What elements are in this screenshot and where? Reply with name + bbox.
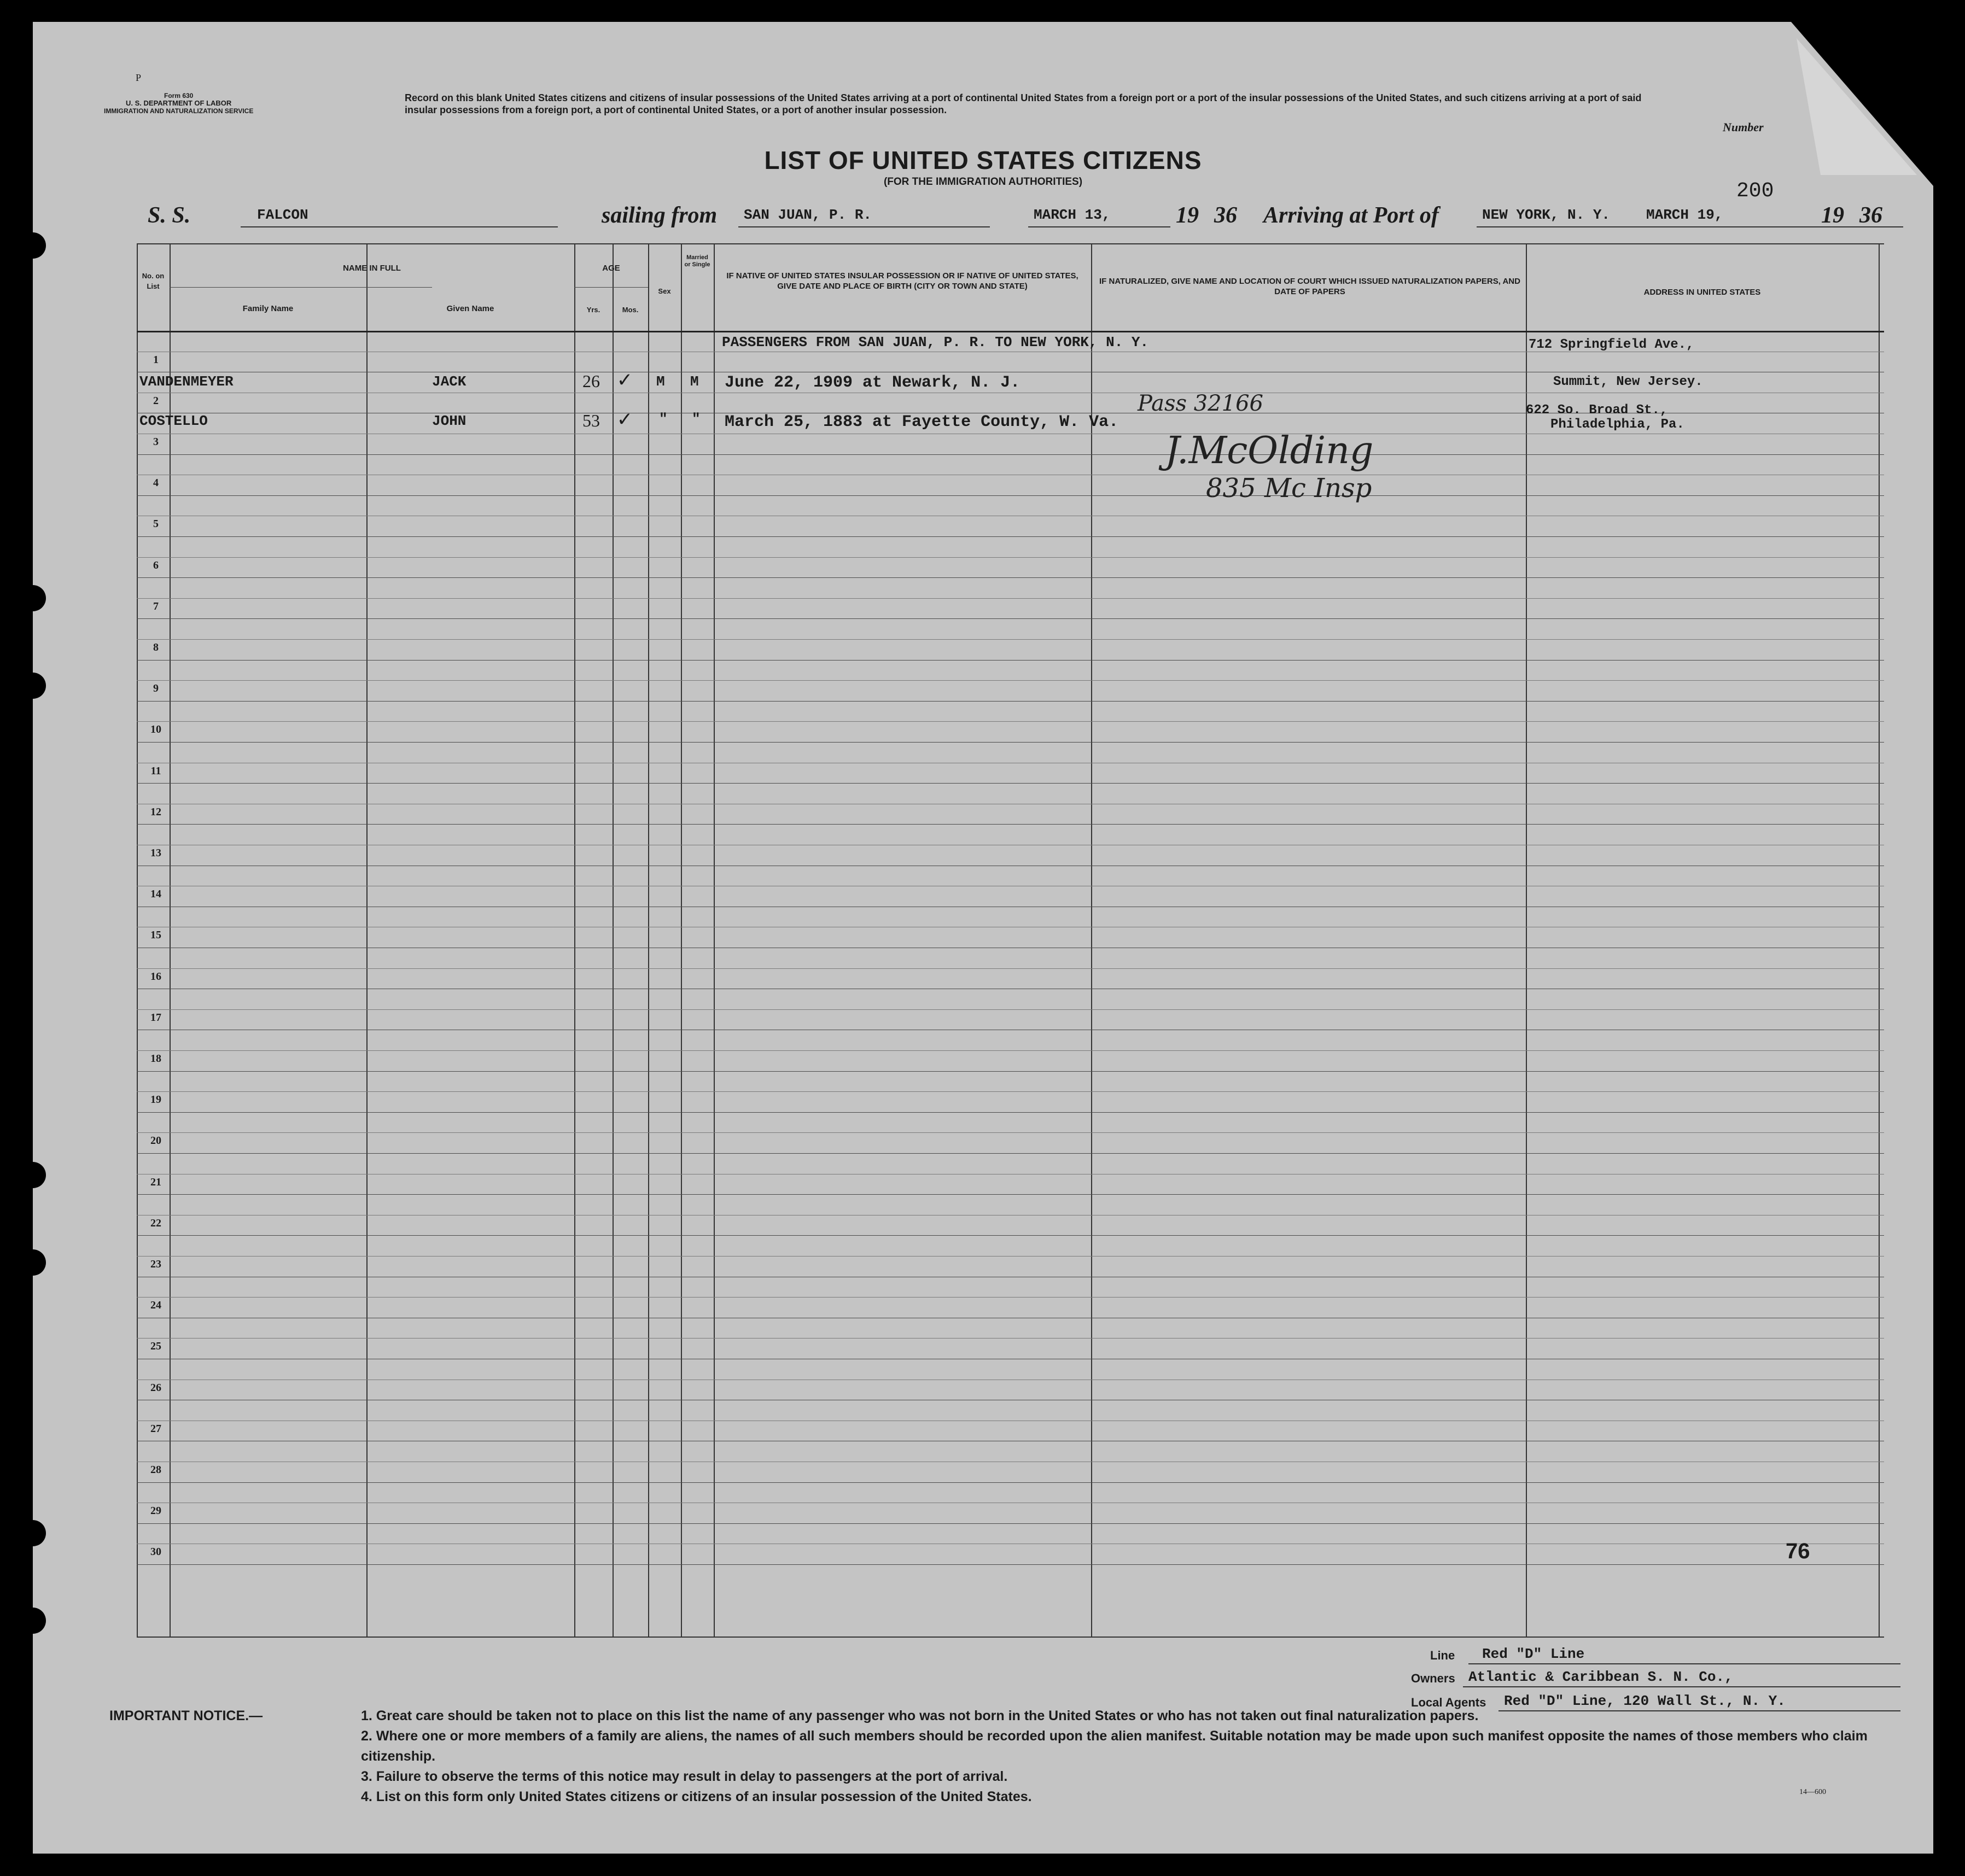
- row-number: 23: [150, 1258, 161, 1270]
- notice-item-4: 4. List on this form only United States citizens or citizens of an insular possession of the United States.: [361, 1789, 1032, 1804]
- row-separator: [137, 454, 1884, 455]
- notice-item-1: 1. Great care should be taken not to place on this list the name of any passenger who was not born in the United States or who has not taken out final naturalization papers.: [361, 1708, 1479, 1723]
- row-number: 4: [153, 477, 159, 489]
- age-years-1: 26: [582, 371, 600, 391]
- given-name-1: JACK: [432, 373, 467, 390]
- row-separator: [137, 701, 1884, 702]
- agency-name: U. S. DEPARTMENT OF LABOR: [126, 99, 232, 107]
- binder-hole: [33, 1162, 46, 1188]
- row-number: 26: [150, 1381, 161, 1394]
- header-family-name: Family Name: [242, 304, 294, 313]
- ruled-line: [137, 1091, 1884, 1092]
- arrival-date: MARCH 19,: [1646, 207, 1723, 223]
- row-separator: [137, 1564, 1884, 1565]
- row-separator: [137, 536, 1884, 537]
- agents-value: Red "D" Line, 120 Wall St., N. Y.: [1504, 1693, 1786, 1709]
- page-stamp: 76: [1786, 1539, 1810, 1563]
- notice-heading: IMPORTANT NOTICE.—: [109, 1708, 263, 1723]
- header-years: Yrs.: [586, 306, 600, 314]
- married-2: ": [692, 411, 701, 427]
- header-name-in-full: NAME IN FULL: [343, 264, 401, 273]
- header-sex: Sex: [658, 287, 671, 295]
- header-given-name: Given Name: [446, 304, 494, 313]
- given-name-2: JOHN: [432, 413, 467, 429]
- ruled-line: [137, 680, 1884, 681]
- owners-value: Atlantic & Caribbean S. N. Co.,: [1468, 1669, 1733, 1685]
- row-number: 8: [153, 641, 159, 653]
- sex-2: ": [659, 411, 668, 427]
- arrival-port: NEW YORK, N. Y.: [1482, 207, 1611, 223]
- row-number: 10: [150, 723, 161, 736]
- row-number: 27: [150, 1422, 161, 1435]
- address-line2-1: Summit, New Jersey.: [1553, 375, 1703, 389]
- notice-item-3: 3. Failure to observe the terms of this notice may result in delay to passengers at the port of arrival.: [361, 1769, 1008, 1784]
- row-number: 1: [153, 353, 159, 366]
- row-number: 28: [150, 1464, 161, 1476]
- binder-hole: [33, 673, 46, 699]
- family-name-1: VANDENMEYER: [139, 373, 234, 390]
- binder-hole: [33, 232, 46, 259]
- ruled-line: [137, 721, 1884, 722]
- binder-hole: [33, 585, 46, 611]
- header-no-on-list: No. on List: [142, 272, 165, 290]
- ship-name: FALCON: [257, 207, 308, 223]
- form-identifier: [104, 92, 253, 115]
- row-number: 7: [153, 600, 159, 612]
- row-number: 15: [150, 929, 161, 942]
- row-number: 22: [150, 1217, 161, 1229]
- row-number: 14: [150, 888, 161, 901]
- voyage-line: [148, 202, 1914, 230]
- arrival-year-prefix: 19: [1821, 203, 1844, 228]
- row-number: 2: [153, 394, 159, 407]
- row-number: 17: [150, 1011, 161, 1024]
- checkmark-1: ✓: [618, 369, 632, 394]
- ruled-line: [137, 639, 1884, 640]
- line-value: Red "D" Line: [1482, 1646, 1585, 1662]
- sailing-label: sailing from: [602, 203, 718, 228]
- ruled-line: [137, 1050, 1884, 1051]
- row-separator: [137, 1071, 1884, 1072]
- row-number: 29: [150, 1505, 161, 1517]
- binder-hole: [33, 1249, 46, 1276]
- ruled-line: [137, 1009, 1884, 1010]
- row-number: 5: [153, 518, 159, 530]
- row-number: 9: [153, 682, 159, 695]
- form-number: Form 630: [164, 92, 194, 100]
- row-separator: [137, 742, 1884, 743]
- row-separator: [137, 618, 1884, 619]
- service-name: IMMIGRATION AND NATURALIZATION SERVICE: [104, 107, 254, 115]
- row-number: 18: [150, 1053, 161, 1065]
- row-number: 11: [150, 764, 161, 777]
- row-separator: [137, 1523, 1884, 1524]
- passengers-note: PASSENGERS FROM SAN JUAN, P. R. TO NEW YORK, N. Y.: [722, 334, 1149, 350]
- row-number: 20: [150, 1135, 161, 1147]
- ruled-line: [137, 557, 1884, 558]
- binder-hole: [33, 1608, 46, 1634]
- row-separator: [137, 577, 1884, 578]
- row-number: 19: [150, 1094, 161, 1106]
- address-line2-2: Philadelphia, Pa.: [1550, 417, 1684, 432]
- header-birth: IF NATIVE OF UNITED STATES INSULAR POSSESSION OR IF NATIVE OF UNITED STATES, GIVE DATE AND PLACE OF BIRTH (CITY OR TOWN AND STATE): [726, 271, 1078, 291]
- header-naturalized: IF NATURALIZED, GIVE NAME AND LOCATION OF COURT WHICH ISSUED NATURALIZATION PAPERS, AND DATE OF PAPERS: [1099, 277, 1520, 296]
- ruled-line: [137, 1132, 1884, 1133]
- manifest-page: [33, 22, 1933, 1854]
- row-separator: [137, 824, 1884, 825]
- departure-date: MARCH 13,: [1034, 207, 1111, 223]
- ruled-line: [137, 1338, 1884, 1339]
- row-separator: [137, 495, 1884, 496]
- form-instructions: Record on this blank United States citizens and citizens of insular possessions of the United States arriving at a port of continental United States from a foreign port or a port of the insular possessions of the United States, and such citizens arriving at a port of said insular possessions from a foreign port, a port of continental United States, or a port of another insular possession.: [405, 92, 1642, 115]
- foot-code: 14—600: [1799, 1788, 1826, 1796]
- list-number: 200: [1736, 179, 1774, 203]
- departure-year-prefix: 19: [1176, 203, 1199, 228]
- handwritten-pass-number: Pass 32166: [1138, 391, 1263, 416]
- handwritten-signature: J.McOlding: [1165, 429, 1374, 472]
- departure-year: 36: [1214, 203, 1237, 228]
- row-separator: [137, 783, 1884, 784]
- ruled-line: [137, 1297, 1884, 1298]
- arrival-year: 36: [1859, 203, 1882, 228]
- departure-port: SAN JUAN, P. R.: [744, 207, 872, 223]
- row-number: 21: [150, 1176, 161, 1188]
- birth-1: June 22, 1909 at Newark, N. J.: [725, 373, 1021, 392]
- married-1: M: [690, 373, 699, 390]
- birth-2: March 25, 1883 at Fayette County, W. Va.: [725, 413, 1119, 431]
- header-married-single: Married or Single: [684, 254, 710, 268]
- arriving-label: Arriving at Port of: [1263, 203, 1439, 228]
- row-number: 6: [153, 559, 159, 571]
- row-separator: [137, 1153, 1884, 1154]
- row-number: 24: [150, 1299, 161, 1312]
- agents-label: Local Agents: [1411, 1696, 1486, 1709]
- number-label: Number: [1723, 120, 1764, 134]
- passenger-table: [137, 243, 1884, 1638]
- age-years-2: 53: [582, 411, 600, 430]
- row-number: 25: [150, 1340, 161, 1353]
- ruled-line: [137, 968, 1884, 969]
- form-title: LIST OF UNITED STATES CITIZENS: [764, 146, 1202, 174]
- row-number: 16: [150, 970, 161, 983]
- handwritten-inspector: 835 Mc Insp: [1206, 473, 1372, 504]
- owners-label: Owners: [1411, 1672, 1455, 1685]
- checkmark-2: ✓: [618, 408, 632, 433]
- row-separator: [137, 1112, 1884, 1113]
- row-number: 3: [153, 436, 159, 448]
- corner-mark: P: [136, 72, 142, 83]
- ruled-line: [137, 598, 1884, 599]
- sex-1: M: [656, 373, 665, 390]
- row-separator: [137, 1482, 1884, 1483]
- form-subtitle: (FOR THE IMMIGRATION AUTHORITIES): [883, 176, 1083, 188]
- row-number: 13: [150, 847, 161, 859]
- row-number: 30: [150, 1546, 161, 1558]
- line-label: Line: [1430, 1649, 1455, 1662]
- ss-label: S. S.: [148, 203, 191, 228]
- family-name-2: COSTELLO: [139, 413, 208, 429]
- row-separator: [137, 1194, 1884, 1195]
- header-age: AGE: [602, 264, 620, 273]
- address-line1-1: 712 Springfield Ave.,: [1529, 337, 1694, 352]
- header-months: Mos.: [622, 306, 639, 314]
- binder-hole: [33, 1520, 46, 1546]
- header-address: ADDRESS IN UNITED STATES: [1643, 288, 1761, 297]
- address-line1-2: 622 So. Broad St.,: [1526, 403, 1668, 418]
- row-separator: [137, 1235, 1884, 1236]
- row-separator: [137, 660, 1884, 661]
- notice-item-2: 2. Where one or more members of a family are aliens, the names of all such members should be recorded upon the alien manifest. Suitable notation may be made upon such manifest opposite the names of those members who claim citizenship.: [361, 1728, 1868, 1764]
- row-number: 12: [150, 805, 161, 818]
